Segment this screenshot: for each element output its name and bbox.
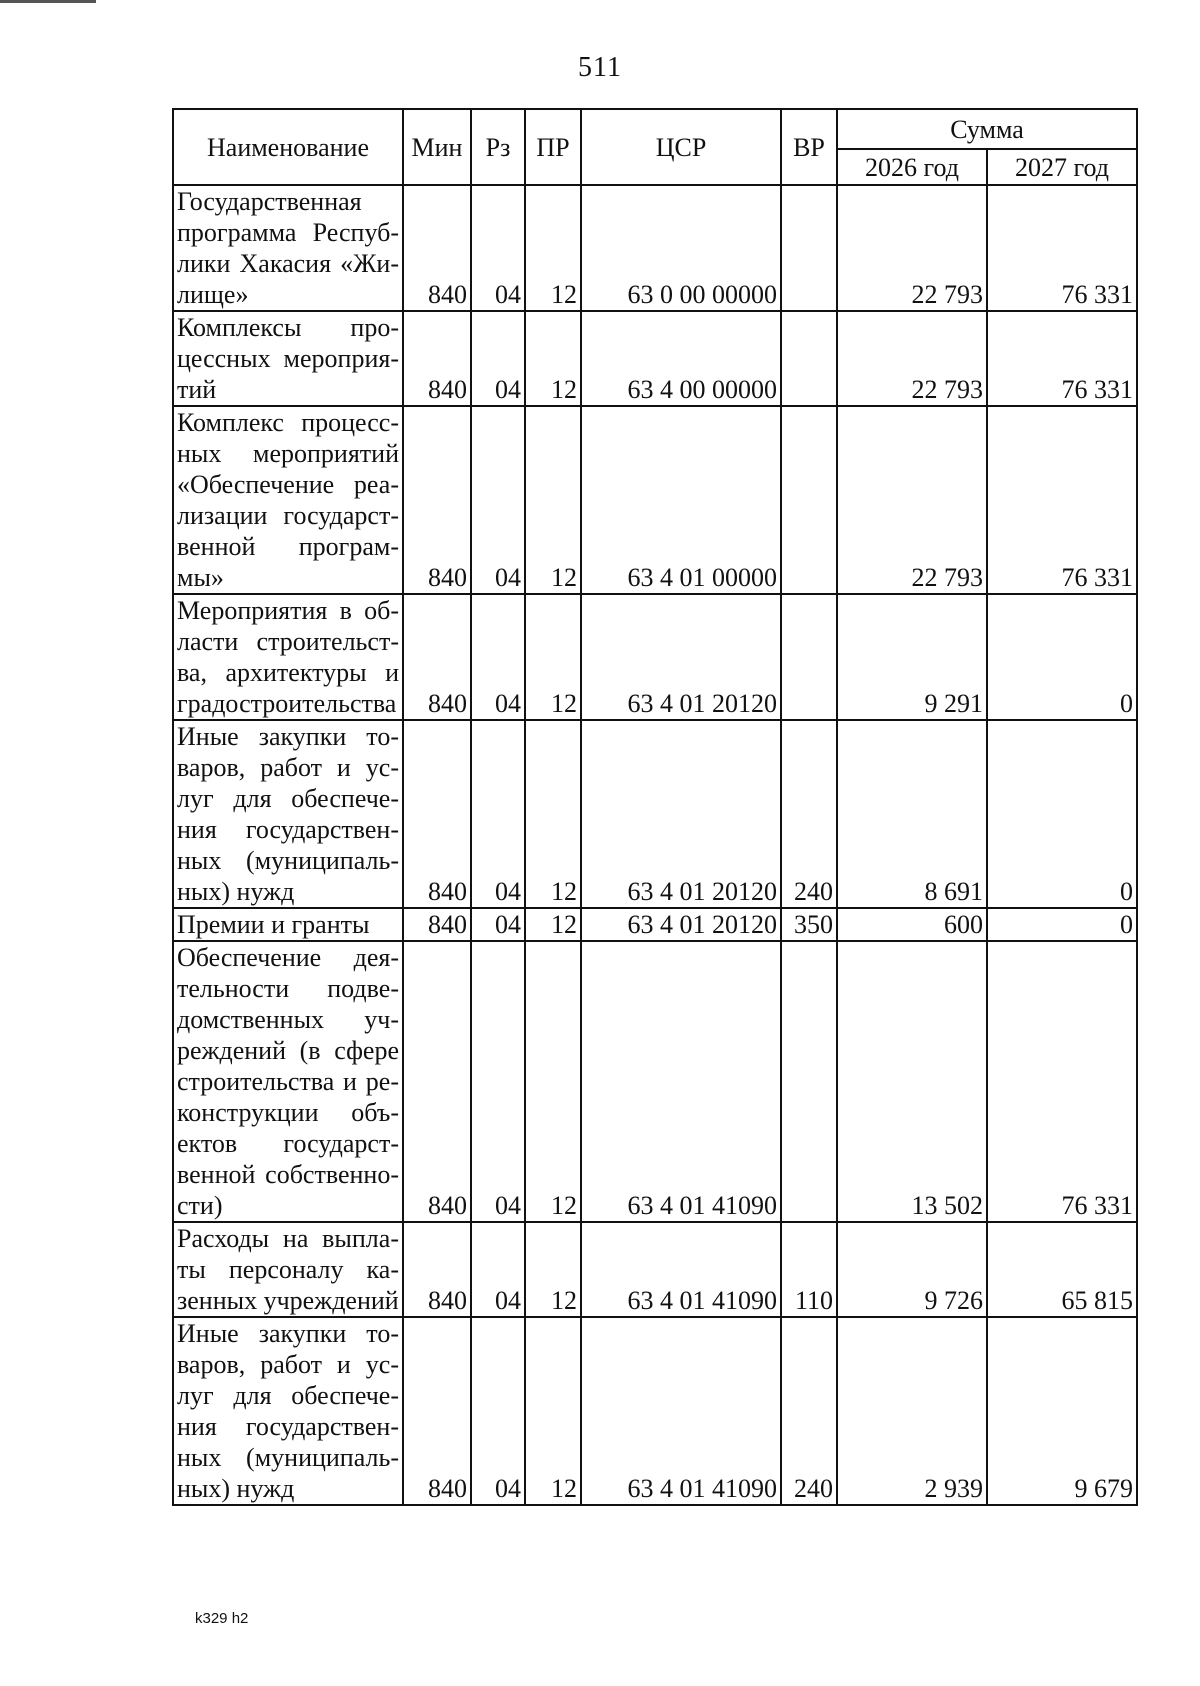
row-min: 840 xyxy=(403,406,471,594)
table-row xyxy=(173,908,1137,941)
row-amount-2027: 76 331 xyxy=(987,406,1137,594)
row-vr xyxy=(781,311,837,406)
row-name: Комплекс процессных мероприятий «Обеспечение реализации государственной программы» xyxy=(173,406,403,594)
header-name: Наименование xyxy=(173,109,403,185)
row-amount-2027: 65 815 xyxy=(987,1222,1137,1317)
table-header-row xyxy=(173,109,1137,149)
header-pr: ПР xyxy=(525,109,581,185)
row-csr: 63 4 01 20120 xyxy=(581,594,781,720)
row-vr: 110 xyxy=(781,1222,837,1317)
row-csr: 63 4 01 41090 xyxy=(581,1222,781,1317)
row-name: Иные закупки товаров, работ и услуг для обеспечения государственных (муниципальных) нужд xyxy=(173,720,403,908)
row-vr xyxy=(781,594,837,720)
row-pr: 12 xyxy=(525,720,581,908)
row-pr: 12 xyxy=(525,406,581,594)
row-name: Премии и гранты xyxy=(173,908,403,941)
row-amount-2026: 13 502 xyxy=(837,941,987,1222)
header-min: Мин xyxy=(403,109,471,185)
row-amount-2026: 9 291 xyxy=(837,594,987,720)
header-csr: ЦСР xyxy=(581,109,781,185)
header-rz: Рз xyxy=(471,109,525,185)
row-pr: 12 xyxy=(525,311,581,406)
page-edge-line xyxy=(0,0,96,3)
row-csr: 63 4 01 41090 xyxy=(581,941,781,1222)
row-vr xyxy=(781,406,837,594)
row-min: 840 xyxy=(403,311,471,406)
table-row xyxy=(173,720,1137,908)
table-row xyxy=(173,406,1137,594)
row-min: 840 xyxy=(403,1222,471,1317)
row-amount-2026: 22 793 xyxy=(837,406,987,594)
row-name: Государственная программа Республики Хакасия «Жилище» xyxy=(173,185,403,311)
row-csr: 63 4 01 00000 xyxy=(581,406,781,594)
budget-table xyxy=(172,108,1138,1506)
row-amount-2026: 9 726 xyxy=(837,1222,987,1317)
row-min: 840 xyxy=(403,594,471,720)
row-csr: 63 4 01 41090 xyxy=(581,1317,781,1505)
row-amount-2027: 0 xyxy=(987,908,1137,941)
header-vr: ВР xyxy=(781,109,837,185)
row-rz: 04 xyxy=(471,594,525,720)
header-year-2027: 2027 год xyxy=(987,149,1137,185)
row-amount-2027: 76 331 xyxy=(987,941,1137,1222)
row-min: 840 xyxy=(403,908,471,941)
row-amount-2026: 22 793 xyxy=(837,185,987,311)
row-vr xyxy=(781,941,837,1222)
row-name: Расходы на выплаты персоналу казенных учреждений xyxy=(173,1222,403,1317)
row-rz: 04 xyxy=(471,1222,525,1317)
row-pr: 12 xyxy=(525,185,581,311)
row-rz: 04 xyxy=(471,185,525,311)
row-amount-2026: 8 691 xyxy=(837,720,987,908)
row-vr: 240 xyxy=(781,1317,837,1505)
row-rz: 04 xyxy=(471,908,525,941)
row-pr: 12 xyxy=(525,941,581,1222)
row-vr: 350 xyxy=(781,908,837,941)
row-amount-2026: 22 793 xyxy=(837,311,987,406)
row-rz: 04 xyxy=(471,406,525,594)
row-vr: 240 xyxy=(781,720,837,908)
header-year-2026: 2026 год xyxy=(837,149,987,185)
row-amount-2027: 0 xyxy=(987,720,1137,908)
row-min: 840 xyxy=(403,1317,471,1505)
row-rz: 04 xyxy=(471,941,525,1222)
row-pr: 12 xyxy=(525,908,581,941)
table-row xyxy=(173,1222,1137,1317)
row-pr: 12 xyxy=(525,594,581,720)
page-number: 511 xyxy=(578,52,622,83)
row-csr: 63 0 00 00000 xyxy=(581,185,781,311)
row-amount-2026: 600 xyxy=(837,908,987,941)
row-pr: 12 xyxy=(525,1317,581,1505)
row-csr: 63 4 01 20120 xyxy=(581,720,781,908)
row-amount-2026: 2 939 xyxy=(837,1317,987,1505)
row-amount-2027: 0 xyxy=(987,594,1137,720)
row-name: Обеспечение деятельности подведомственных учреждений (в сфере строительства и реконструкции объектов государственной собственности) xyxy=(173,941,403,1222)
row-name: Иные закупки товаров, работ и услуг для обеспечения государственных (муниципальных) нужд xyxy=(173,1317,403,1505)
row-rz: 04 xyxy=(471,720,525,908)
row-rz: 04 xyxy=(471,1317,525,1505)
row-min: 840 xyxy=(403,941,471,1222)
row-csr: 63 4 01 20120 xyxy=(581,908,781,941)
row-amount-2027: 76 331 xyxy=(987,311,1137,406)
table-row xyxy=(173,1317,1137,1505)
table-body xyxy=(173,185,1137,1505)
row-amount-2027: 9 679 xyxy=(987,1317,1137,1505)
row-csr: 63 4 00 00000 xyxy=(581,311,781,406)
row-rz: 04 xyxy=(471,311,525,406)
table-row xyxy=(173,185,1137,311)
footer-code: k329 h2 xyxy=(195,1610,249,1627)
row-name: Комплексы процессных мероприятий xyxy=(173,311,403,406)
table-row xyxy=(173,311,1137,406)
table-row xyxy=(173,594,1137,720)
row-min: 840 xyxy=(403,185,471,311)
row-min: 840 xyxy=(403,720,471,908)
row-pr: 12 xyxy=(525,1222,581,1317)
header-sum: Сумма xyxy=(837,109,1137,149)
row-vr xyxy=(781,185,837,311)
table-row xyxy=(173,941,1137,1222)
row-amount-2027: 76 331 xyxy=(987,185,1137,311)
row-name: Мероприятия в области строительства, архитектуры и градостроительства xyxy=(173,594,403,720)
